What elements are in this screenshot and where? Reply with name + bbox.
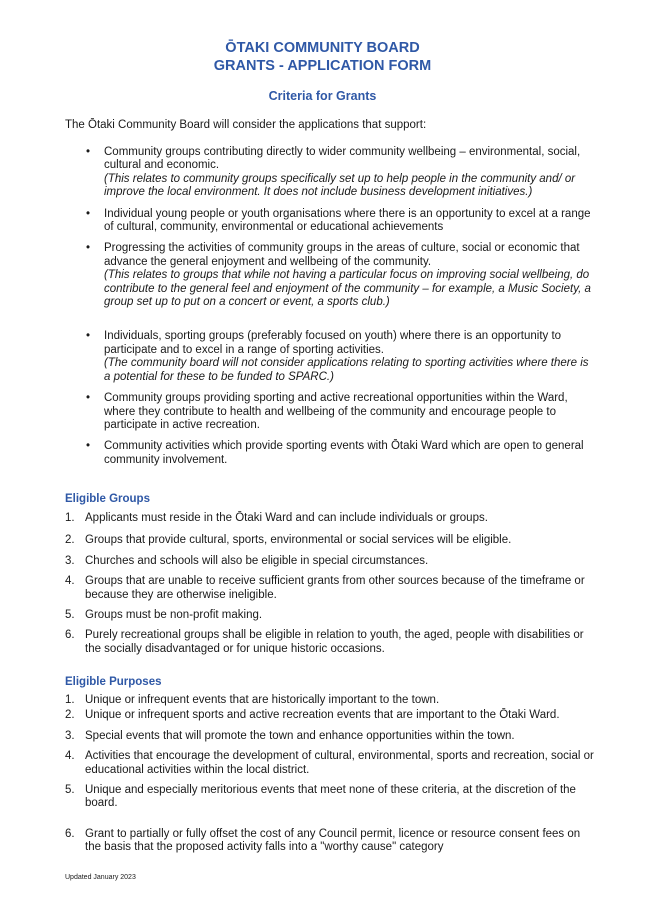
criteria-text: Community activities which provide sporting events with Ōtaki Ward which are open to general community involvement. [104,440,584,466]
criteria-item [86,392,596,432]
criteria-item [86,330,596,384]
intro-text: The Ōtaki Community Board will consider the applications that support: [65,119,427,131]
list-item [65,555,595,568]
item-number: 3. [65,729,75,742]
criteria-item [86,146,596,200]
eligible-groups-list [65,512,595,656]
item-number: 5. [65,609,75,622]
criteria-text: Individual young people or youth organisations where there is an opportunity to excel at a range of cultural, community, environmental or educational achievements [104,207,591,234]
item-number: 6. [65,827,75,840]
eligible-purposes-list [65,694,595,855]
item-number: 6. [65,629,75,642]
criteria-note: (The community board will not consider applications relating to sporting activities where there is a potential for these to be funded to SPARC.) [104,357,589,383]
item-text: Churches and schools will also be eligible in special circumstances. [85,554,429,567]
criteria-text: Progressing the activities of community groups in the areas of culture, social or economic that advance the general enjoyment and wellbeing of the community. [104,242,580,268]
item-text: Groups must be non-profit making. [85,609,263,622]
eligible-groups-heading: Eligible Groups [65,493,150,505]
list-item [65,694,595,707]
item-text: Groups that provide cultural, sports, environmental or social services will be eligible. [85,534,512,547]
item-number: 5. [65,784,75,797]
list-item [65,512,595,525]
item-text: Purely recreational groups shall be eligible in relation to youth, the aged, people with disabilities or the socially disadvantaged or for unique historic occasions. [85,629,584,655]
item-text: Unique and especially meritorious events that meet none of these criteria, at the discretion of the board. [85,784,576,810]
board-title: ŌTAKI COMMUNITY BOARD [225,40,420,56]
item-number: 2. [65,534,75,547]
list-item [65,629,595,656]
item-number: 2. [65,709,75,722]
list-item [65,575,595,602]
criteria-item [86,242,596,309]
criteria-item [86,208,596,235]
list-item [65,828,595,855]
list-item [65,609,595,622]
item-text: Activities that encourage the development of cultural, environmental, sports and recreation, social or educational activities within the local district. [85,750,594,776]
item-text: Applicants must reside in the Ōtaki Ward and can include individuals or groups. [85,512,488,524]
item-text: Special events that will promote the town and enhance opportunities within the town. [85,729,515,742]
criteria-note: (This relates to groups that while not having a particular focus on improving social wellbeing, do contribute to the general feel and enjoyment of the community – for example, a Music Society, a group set up to put on a concert or event, a sports club.) [104,269,591,309]
criteria-heading: Criteria for Grants [268,89,377,103]
criteria-note: (This relates to community groups specifically set up to help people in the community and/ or improve the local environment. It does not include business development initiatives.) [104,172,576,199]
list-item [65,534,595,547]
list-item [65,784,595,811]
list-item [65,730,595,743]
list-item [65,750,595,777]
item-number: 1. [65,694,75,706]
item-number: 4. [65,750,75,763]
criteria-list [86,146,596,467]
criteria-item [86,440,596,467]
criteria-text: Community groups contributing directly to wider community wellbeing – environmental, social, cultural and economic. [104,146,581,172]
criteria-text: Individuals, sporting groups (preferably focused on youth) where there is an opportunity to participate and to excel in a range of sporting activities. [104,330,562,356]
updated-date: Updated January 2023 [65,874,136,881]
item-text: Grant to partially or fully offset the cost of any Council permit, licence or resource consent fees on the basis that the proposed activity falls into a "worthy cause" category [85,827,581,854]
item-number: 4. [65,575,75,588]
form-title: GRANTS - APPLICATION FORM [213,58,432,74]
eligible-purposes-heading: Eligible Purposes [65,676,162,688]
item-number: 3. [65,554,75,567]
item-text: Unique or infrequent events that are historically important to the town. [85,694,440,706]
item-text: Unique or infrequent sports and active recreation events that are important to the Ōtaki Ward. [85,709,560,722]
item-number: 1. [65,512,75,524]
criteria-text: Community groups providing sporting and active recreational opportunities within the Ward, where they contribute to health and wellbeing of the community and encourage people to participate in active recreation. [104,392,568,431]
item-text: Groups that are unable to receive sufficient grants from other sources because of the timeframe or because they are otherwise ineligible. [85,575,585,601]
list-item [65,709,595,722]
